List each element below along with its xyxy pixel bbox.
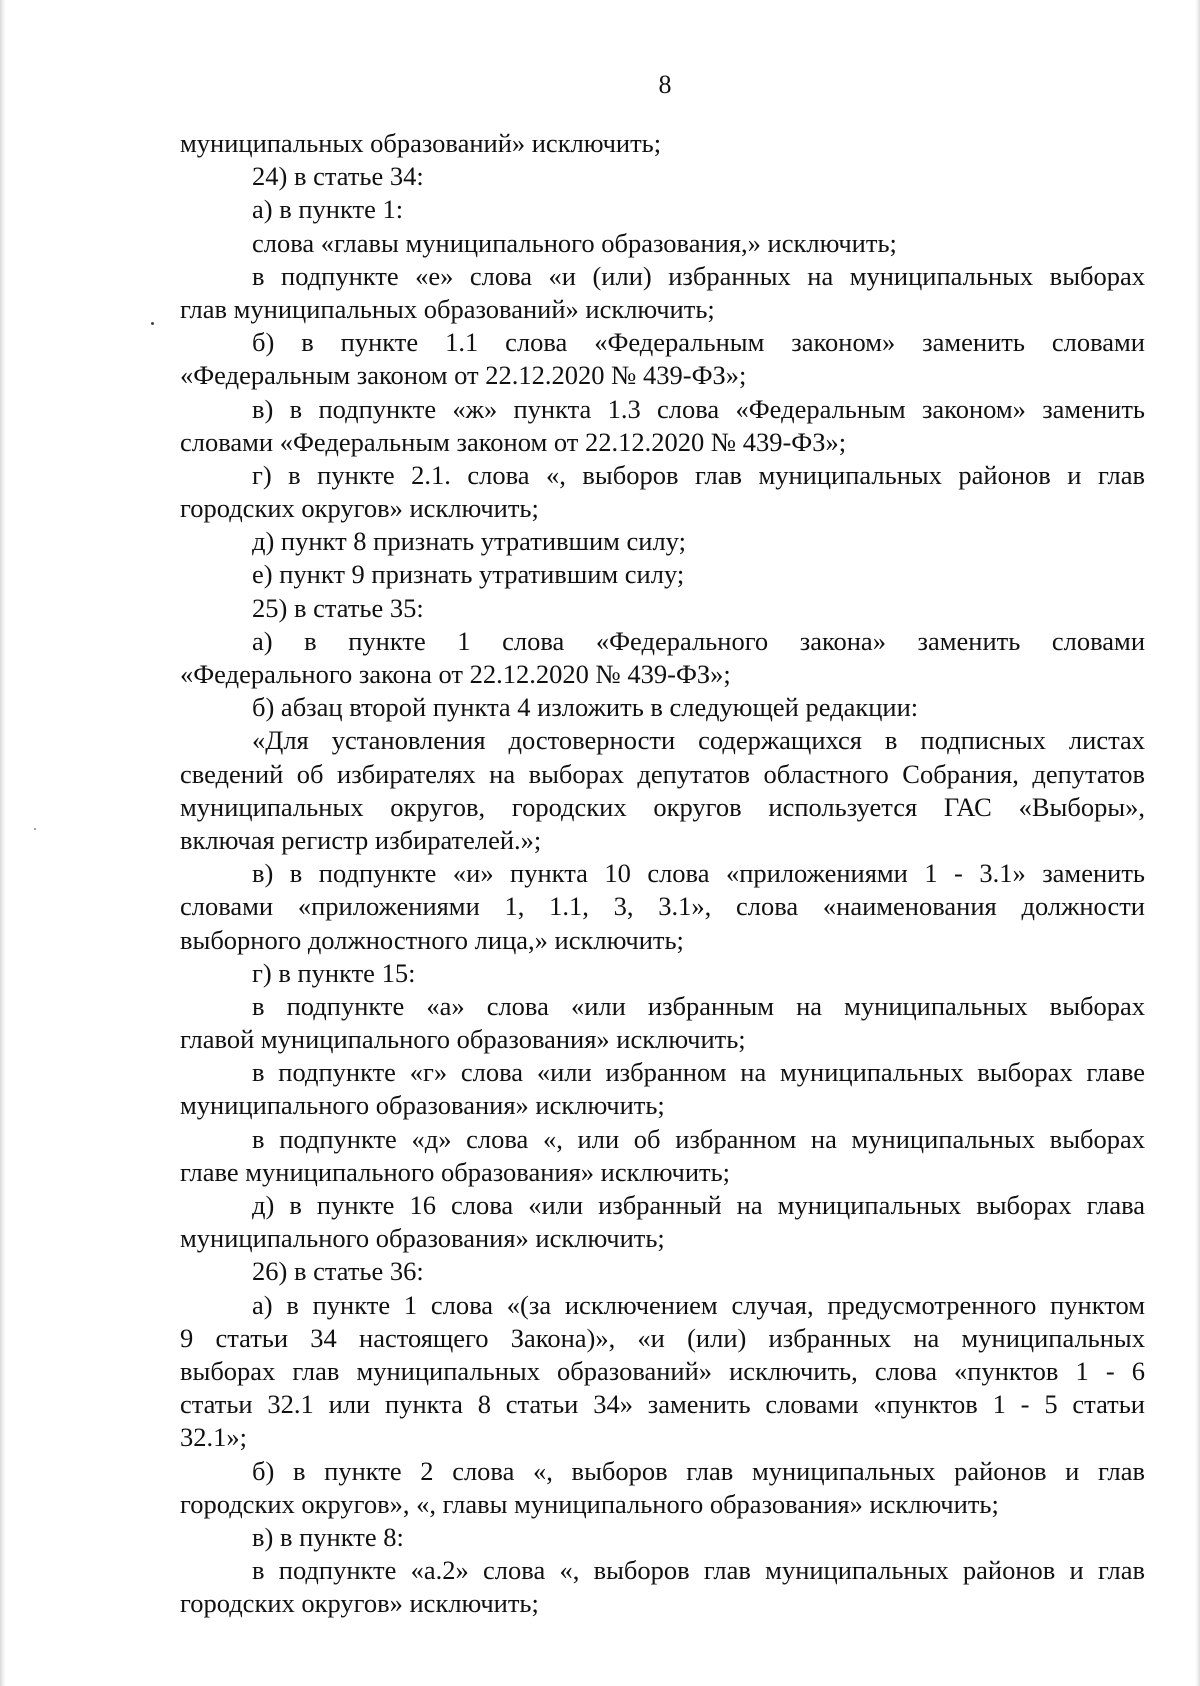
scan-edge-left xyxy=(0,0,6,1686)
text-line: в) в подпункте «и» пункта 10 слова «приложениями 1 - 3.1» заменить xyxy=(252,858,1145,889)
text-line: д) в пункте 16 слова «или избранный на муниципальных выборах глава xyxy=(252,1190,1145,1220)
text-line: включая регистр избирателей.»; xyxy=(180,824,542,855)
text-line: словами «приложениями 1, 1.1, 3, 3.1», слова «наименования должности xyxy=(180,891,1145,922)
document-body xyxy=(180,127,1145,1620)
text-line: муниципального образования» исключить; xyxy=(180,1090,665,1121)
text-line: «Для установления достоверности содержащихся в подписных листах xyxy=(252,725,1145,756)
text-line: слова «главы муниципального образования,» исключить; xyxy=(252,227,897,258)
text-line: муниципальных округов, городских округов используется ГАС «Выборы», xyxy=(180,791,1145,822)
text-line: а) в пункте 1 слова «(за исключением случая, предусмотренного пунктом xyxy=(252,1289,1145,1320)
text-line: 25) в статье 35: xyxy=(252,592,424,623)
text-line: 26) в статье 36: xyxy=(252,1256,424,1287)
text-line: выборного должностного лица,» исключить; xyxy=(180,924,684,955)
text-line: в) в пункте 8: xyxy=(252,1521,404,1552)
text-line: в подпункте «г» слова «или избранном на муниципальных выборах главе xyxy=(252,1057,1145,1088)
text-line: г) в пункте 2.1. слова «, выборов глав муниципальных районов и глав xyxy=(252,459,1145,490)
page-number: 8 xyxy=(658,70,672,99)
text-line: б) в пункте 1.1 слова «Федеральным законом» заменить словами xyxy=(252,327,1145,358)
text-line: б) абзац второй пункта 4 изложить в следующей редакции: xyxy=(252,692,919,723)
text-line: 9 статьи 34 настоящего Закона)», «и (или) избранных на муниципальных xyxy=(180,1322,1145,1353)
text-line: главой муниципального образования» исключить; xyxy=(180,1024,746,1055)
scan-speck xyxy=(34,828,36,830)
text-line: е) пункт 9 признать утратившим силу; xyxy=(252,559,685,590)
text-line: статьи 32.1 или пункта 8 статьи 34» заменить словами «пунктов 1 - 5 статьи xyxy=(180,1389,1145,1420)
text-line: «Федеральным законом от 22.12.2020 № 439-ФЗ»; xyxy=(180,360,747,391)
text-line: муниципальных образований» исключить; xyxy=(180,128,662,158)
text-line: глав муниципальных образований» исключить; xyxy=(180,293,715,324)
text-line: в подпункте «е» слова «и (или) избранных на муниципальных выборах xyxy=(252,260,1145,291)
text-line: городских округов» исключить; xyxy=(180,493,539,524)
text-line: выборах глав муниципальных образований» исключить, слова «пунктов 1 - 6 xyxy=(180,1355,1145,1386)
text-line: 24) в статье 34: xyxy=(252,161,424,192)
text-line: д) пункт 8 признать утратившим силу; xyxy=(252,526,686,557)
scan-speck xyxy=(151,322,154,325)
text-line: главе муниципального образования» исключить; xyxy=(180,1156,731,1187)
text-line: в подпункте «а.2» слова «, выборов глав муниципальных районов и глав xyxy=(252,1555,1145,1586)
text-line: городских округов» исключить; xyxy=(180,1588,539,1619)
text-line: б) в пункте 2 слова «, выборов глав муниципальных районов и глав xyxy=(252,1455,1145,1486)
scan-edge-right xyxy=(1195,0,1200,1686)
text-line: в) в подпункте «ж» пункта 1.3 слова «Федеральным законом» заменить xyxy=(252,393,1145,424)
text-line: муниципального образования» исключить; xyxy=(180,1223,665,1254)
text-line: 32.1»; xyxy=(180,1422,247,1453)
text-line: словами «Федеральным законом от 22.12.2020 № 439-ФЗ»; xyxy=(180,426,847,457)
text-line: сведений об избирателях на выборах депутатов областного Собрания, депутатов xyxy=(180,758,1145,789)
text-line: в подпункте «д» слова «, или об избранном на муниципальных выборах xyxy=(252,1123,1145,1154)
text-line: в подпункте «а» слова «или избранным на муниципальных выборах xyxy=(252,990,1145,1021)
text-line: «Федерального закона от 22.12.2020 № 439-ФЗ»; xyxy=(180,659,731,689)
text-line: городских округов», «, главы муниципального образования» исключить; xyxy=(180,1488,999,1519)
text-line: а) в пункте 1 слова «Федерального закона» заменить словами xyxy=(252,625,1145,656)
text-line: а) в пункте 1: xyxy=(252,194,404,225)
text-line: г) в пункте 15: xyxy=(252,957,416,988)
